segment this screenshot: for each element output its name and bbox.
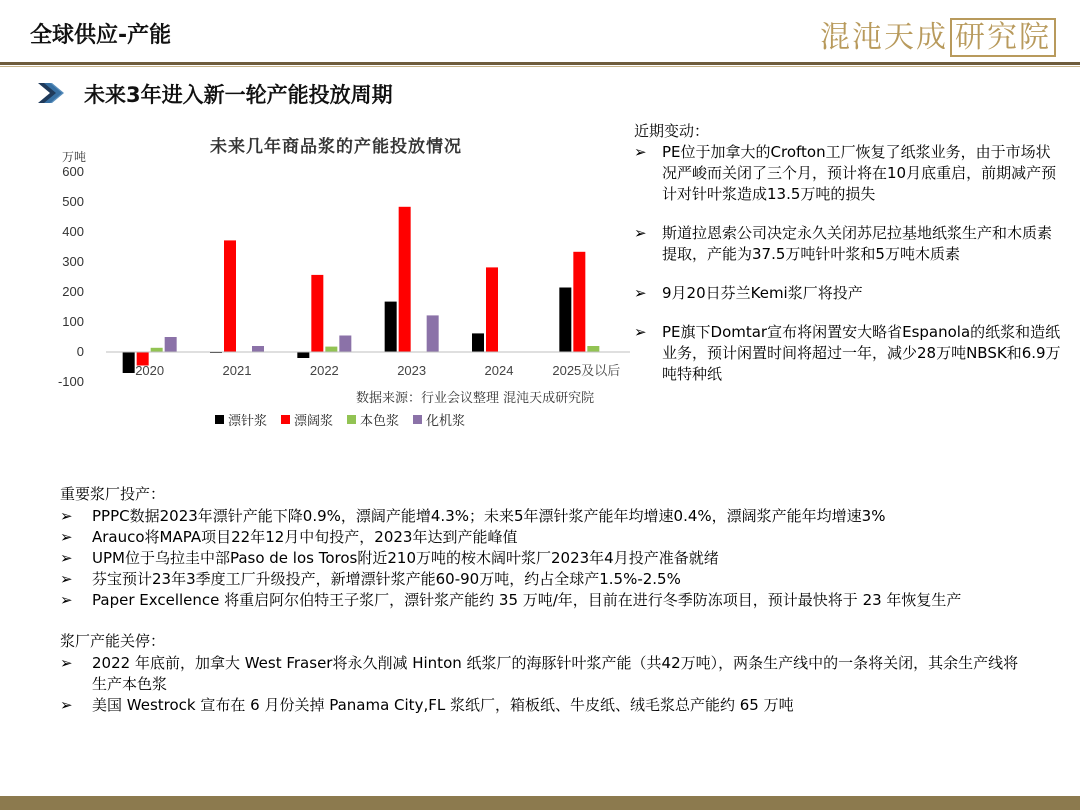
bar xyxy=(165,337,177,352)
bar xyxy=(587,346,599,352)
bar xyxy=(472,333,484,352)
list-item: ➢ PPPC数据2023年漂针产能下降0.9%，漂阔产能增4.3%；未来5年漂针浆产能年均增速0.4%，漂阔浆产能年均增速3% xyxy=(60,507,886,525)
arrow-bullet-icon: ➢ xyxy=(634,323,647,341)
chart-unit-label: 万吨 xyxy=(62,150,87,164)
bar xyxy=(399,207,411,352)
legend-swatch xyxy=(413,415,422,424)
header-divider xyxy=(0,62,1080,65)
bar xyxy=(427,315,439,352)
x-tick-label: 2022 xyxy=(309,363,339,378)
x-tick-label: 2025及以后 xyxy=(552,363,621,378)
startups-label: 重要浆厂投产： xyxy=(60,485,166,503)
chart-title: 未来几年商品浆的产能投放情况 xyxy=(210,137,462,157)
legend-swatch xyxy=(281,415,290,424)
arrow-bullet-icon: ➢ xyxy=(60,549,73,567)
arrow-bullet-icon: ➢ xyxy=(60,654,73,672)
bar xyxy=(123,352,135,373)
arrow-bullet-icon: ➢ xyxy=(634,143,647,161)
bar xyxy=(559,288,571,353)
legend-label: 漂针浆 xyxy=(228,414,268,429)
page-title: 全球供应-产能 xyxy=(30,23,172,48)
chart-legend xyxy=(215,410,465,429)
logo-text: 混沌天成 xyxy=(820,20,948,55)
list-item: ➢ Arauco将MAPA项目22年12月中旬投产，2023年达到产能峰值 xyxy=(60,528,518,546)
y-tick-label: 500 xyxy=(62,194,84,209)
legend-swatch xyxy=(215,415,224,424)
arrow-bullet-icon: ➢ xyxy=(60,696,73,714)
recent-changes-panel xyxy=(634,121,1064,403)
arrow-bullet-icon: ➢ xyxy=(634,284,647,302)
bar xyxy=(573,252,585,352)
recent-changes-label: 近期变动： xyxy=(634,122,710,140)
y-tick-label: 0 xyxy=(76,344,84,359)
x-tick-label: 2024 xyxy=(484,363,514,378)
arrow-bullet-icon: ➢ xyxy=(60,507,73,525)
legend-label: 化机浆 xyxy=(426,414,466,429)
list-item: ➢ 芬宝预计23年3季度工厂升级投产，新增漂针浆产能60-90万吨，约占全球产1.5%-2.5% xyxy=(60,570,681,588)
footer-bar xyxy=(0,796,1080,810)
bar xyxy=(151,348,163,352)
arrow-bullet-icon: ➢ xyxy=(634,224,647,242)
legend-swatch xyxy=(347,415,356,424)
y-tick-label: 600 xyxy=(62,164,84,179)
y-tick-label: 300 xyxy=(62,254,84,269)
bar-chart xyxy=(40,158,640,388)
bar xyxy=(224,240,236,352)
list-item: ➢ 2022 年底前，加拿大 West Fraser将永久削减 Hinton 纸浆厂的海豚针叶浆产能（共42万吨），两条生产线中的一条将关闭，其余生产线将生产本色浆 xyxy=(60,654,1019,693)
list-item: ➢ PE旗下Domtar宣布将闲置安大略省Espanola的纸浆和造纸业务，预计闲置时间将超过一年，减少28万吨NBSK和6.9万吨特种纸 xyxy=(634,323,1061,383)
y-tick-label: 100 xyxy=(62,314,84,329)
bar xyxy=(252,346,264,352)
closures-label: 浆厂产能关停： xyxy=(60,632,166,650)
list-item: ➢ 斯道拉恩索公司决定永久关闭苏尼拉基地纸浆生产和木质素提取，产能为37.5万吨针叶浆和5万吨木质素 xyxy=(634,224,1053,263)
x-tick-label: 2021 xyxy=(222,363,252,378)
bar xyxy=(385,302,397,352)
section-heading: 未来3年进入新一轮产能投放周期 xyxy=(84,83,393,107)
legend-label: 本色浆 xyxy=(360,414,400,429)
logo-boxed-text: 研究院 xyxy=(950,18,1056,57)
bar xyxy=(297,352,309,358)
bar xyxy=(325,347,337,352)
header-divider-thin xyxy=(0,66,1080,67)
list-item: ➢ 9月20日芬兰Kemi浆厂将投产 xyxy=(634,284,863,302)
chevron-right-icon xyxy=(38,81,68,105)
arrow-bullet-icon: ➢ xyxy=(60,591,73,609)
bar xyxy=(339,336,351,353)
legend-item xyxy=(347,410,399,429)
y-tick-label: 400 xyxy=(62,224,84,239)
list-item: ➢ PE位于加拿大的Crofton工厂恢复了纸浆业务，由于市场状况严峻而关闭了三个月，预计将在10月底重启，前期减产预计对针叶浆造成13.5万吨的损失 xyxy=(634,143,1057,203)
legend-label: 漂阔浆 xyxy=(294,414,334,429)
x-tick-label: 2023 xyxy=(397,363,427,378)
y-tick-label: 200 xyxy=(62,284,84,299)
list-item: ➢ UPM位于乌拉圭中部Paso de los Toros附近210万吨的桉木阔叶浆厂2023年4月投产准备就绪 xyxy=(60,549,719,567)
x-tick-label: 2020 xyxy=(135,363,165,378)
mill-news-panel xyxy=(60,484,1020,716)
legend-item xyxy=(413,410,465,429)
bar xyxy=(311,275,323,352)
bar xyxy=(486,267,498,352)
y-tick-label: -100 xyxy=(57,374,84,388)
list-item: ➢ 美国 Westrock 宣布在 6 月份关掉 Panama City,FL 浆纸厂，箱板纸、牛皮纸、绒毛浆总产能约 65 万吨 xyxy=(60,696,794,714)
arrow-bullet-icon: ➢ xyxy=(60,570,73,588)
list-item: ➢ Paper Excellence 将重启阿尔伯特王子浆厂，漂针浆产能约 35 万吨/年，目前在进行冬季防冻项目，预计最快将于 23 年恢复生产 xyxy=(60,591,962,609)
legend-item xyxy=(281,410,333,429)
legend-item xyxy=(215,410,267,429)
arrow-bullet-icon: ➢ xyxy=(60,528,73,546)
chart-source: 数据来源：行业会议整理 混沌天成研究院 xyxy=(356,391,595,406)
brand-logo xyxy=(820,12,1056,56)
